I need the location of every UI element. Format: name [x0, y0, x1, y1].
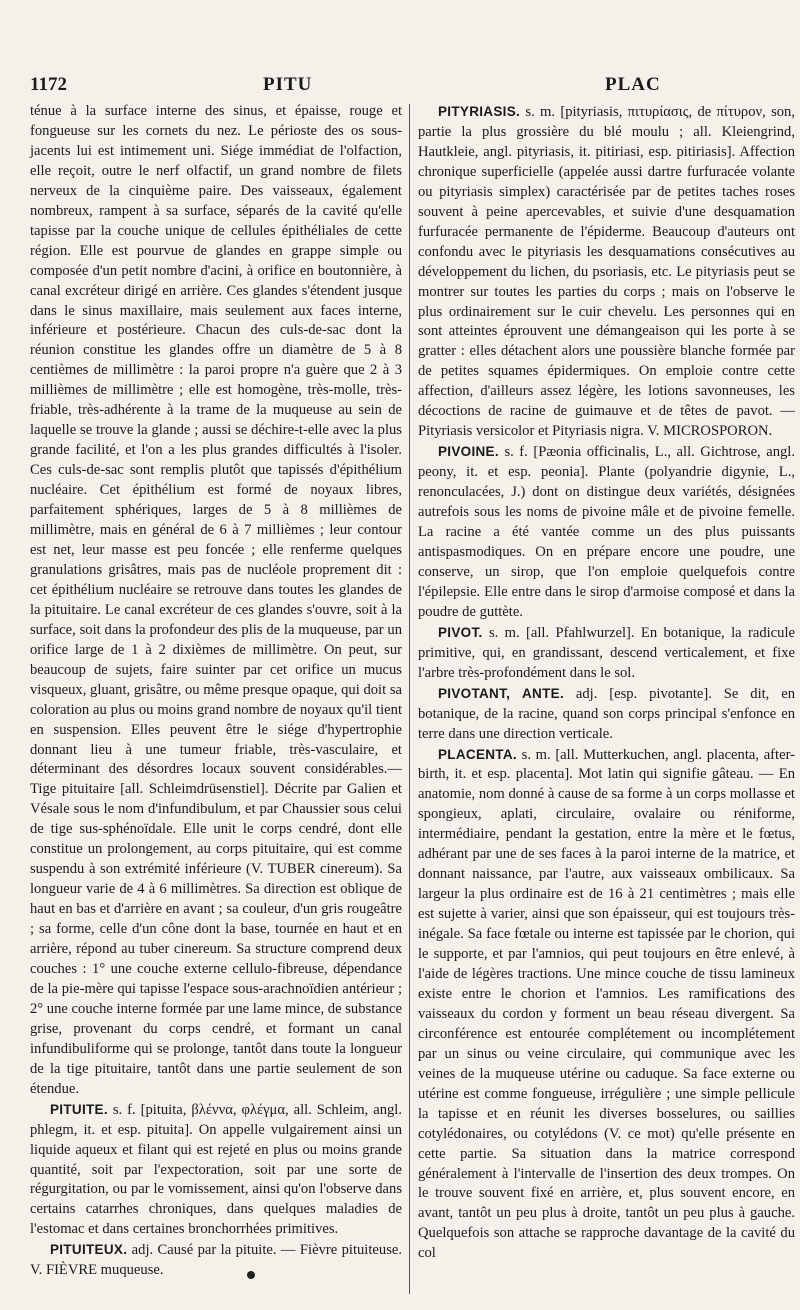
column-divider [409, 104, 410, 1294]
entry-headword: PITUITEUX. [50, 1242, 128, 1258]
entry-text: adj. [esp. pivotante]. Se dit, en botanique, de la racine, quand son corps principal s'enfonce en terre dans une direction verticale. [418, 685, 795, 742]
entry-headword: PITUITE. [50, 1101, 108, 1117]
entry-pivot [418, 623, 795, 684]
ink-dot-ornament [247, 1271, 255, 1279]
entry-headword: PLACENTA. [438, 746, 517, 762]
entry-text: s. f. [pituita, βλέννα, φλέγμα, all. Schleim, angl. phlegm, it. et esp. pituita]. On appelle vulgairement ainsi un liquide aqueux et filant qui est rejeté en plus ou moins grande quantité, soit par l'expectoration, soit par une sorte de régurgitation, ou par le vomissement, ainsi qu'on l'observe dans certains catarrhes chroniques, dans quelques maladies de l'estomac et dans certaines bronchorrhées primitives. [30, 1101, 402, 1238]
entry-pivotant [418, 684, 795, 745]
entry-text: s. m. [pityriasis, πιτυρίασις, de πίτυρον, son, partie la plus grossière du blé moulu ; all. Kleiengrind, Hautkleie, angl. pityriasis, it. pitiriasi, esp. pitiriasis]. Affection chronique superficielle (appelée aussi dartre furfuracée volante ou pityriasis simplex) caractérisée par de petites taches roses souvent à peine apercevables, et suivie d'une desquamation furfuracée permanente de l'épiderme. Beaucoup d'auteurs ont confondu avec le pityriasis les desquamations consécutives au développement du lichen, du psoriasis, etc. Le pityriasis peut se montrer sur toutes les parties du corps ; mais on l'observe le plus ordinairement sur le cuir chevelu. Les personnes qui en sont atteintes éprouvent une démangeaison qui les porte à se gratter : elles détachent alors une poussière blanche formée par de petites squames épidermiques. On emploie contre cette affection, d'ailleurs assez légère, les lotions savonneuses, les décoctions de racine de guimauve et de têtes de pavot. — Pityriasis versicolor et Pityriasis nigra. V. MICROSPORON. [418, 104, 795, 440]
entry-text: s. m. [all. Pfahlwurzel]. En botanique, la radicule primitive, qui, en grandissant, descend verticalement, et fixe l'arbre très-profondément dans le sol. [418, 624, 795, 681]
entry-headword: PIVOINE. [438, 444, 499, 460]
page-number: 1172 [30, 74, 67, 95]
entry-pityriasis [418, 102, 795, 442]
entry-pivoine [418, 442, 795, 623]
entry-pituiteux [30, 1240, 402, 1281]
right-column [418, 102, 795, 1264]
entry-headword: PIVOT. [438, 624, 483, 640]
entry-pituitaire-continued [30, 102, 402, 1100]
right-running-head: PLAC [605, 74, 661, 95]
left-running-head: PITU [263, 74, 313, 95]
left-column [30, 102, 402, 1281]
entry-placenta [418, 745, 795, 1265]
entry-text: ténue à la surface interne des sinus, et épaisse, rouge et fongueuse sur les cornets du nez. Le périoste des os sous-jacents lui est intimement uni. Siége immédiat de l'olfaction, elle reçoit, outre le nerf olfactif, un grand nombre de filets nerveux de la cinquième paire. Des vaisseaux, également nombreux, rampent à sa surface, séparés de la cavité qu'elle tapisse par la couche unique de cellules épithéliales de cette région. Elle est pourvue de glandes en grappe simple ou composée d'un petit nombre d'acini, à orifice en boutonnière, à canal excréteur dirigé en arrière. Ces glandes s'étendent jusque dans le sinus maxillaire, mais seulement aux faces interne, inférieure et postérieure. Chacun des culs-de-sac dont la réunion constitue les glandes offre un diamètre de 5 à 8 centièmes de millimètre : la paroi propre n'a guère que 2 à 3 millièmes de millimètre ; elle est homogène, très-molle, très-friable, très-adhérente à la trame de la muqueuse au sein de laquelle se trouve la glande ; aussi se déchire-t-elle avec la plus grande facilité, et l'on a les plus grandes difficultés à l'isoler. Ces culs-de-sac sont remplis plutôt que tapissés d'épithélium nucléaire. Cet épithélium est formé de noyaux libres, parfaitement sphériques, larges de 5 à 8 millièmes de millimètre, mais en général de 6 à 7 millièmes ; leur contour est net, leur masse est peu foncée ; elle renferme quelques granulations grisâtres, mais pas de nucléole proprement dit : cet épithélium nucléaire se retrouve dans toutes les glandes de la pituitaire. Le canal excréteur de ces glandes s'ouvre, soit à la surface, soit dans la profondeur des plis de la muqueuse, par un orifice large de 1 à 2 dixièmes de millimètre. On peut, sur beaucoup de sujets, faire suinter par cet orifice un mucus visqueux, gluant, grisâtre, ou même presque opaque, qui doit sa coloration au plus ou moins grand nombre de noyaux qu'il tient en suspension. Elles peuvent être le siége d'hypertrophie donnant lieu à une tumeur friable, très-vasculaire, et déterminant des désordres locaux souvent considérables.— Tige pituitaire [all. Schleimdrüsenstiel]. Décrite par Galien et Vésale sous le nom d'infundibulum, et par Chaussier sous celui de tige sus-sphénoïdale. Elle unit le corps cendré, dont elle constitue un prolongement, au corps pituitaire, qui est comme suspendu à son extrémité inférieure (V. TUBER cinereum). Sa longueur varie de 4 à 6 millimètres. Sa direction est oblique de haut en bas et d'arrière en avant ; sa couleur, d'un gris rougeâtre ; sa forme, celle d'un cône dont la base, tournée en haut et en arrière, répond au tuber cinereum. Sa structure comprend deux couches : 1° une couche externe cellulo-fibreuse, dépendance de la pie-mère qui tapisse l'espace sous-arachnoïdien antérieur ; 2° une couche interne formée par une lame mince, de substance grise, provenant du corps cendré, et formant un canal infundibuliforme qui se prolonge, tantôt dans toute la longueur de la tige pituitaire, tantôt dans une partie seulement de son étendue. [30, 103, 402, 1097]
entry-text: s. m. [all. Mutterkuchen, angl. placenta, after-birth, it. et esp. placenta]. Mot latin qui signifie gâteau. — En anatomie, nom donné à cause de sa forme à un corps mollasse et spongieux, aplati, circulaire, ovalaire ou réniforme, intermédiaire, pendant la gestation, entre la mère et le fœtus, adhérant par une de ses faces à la paroi interne de la matrice, et donnant naissance, par l'autre, aux vaisseaux ombilicaux. Sa largeur la plus ordinaire est de 16 à 21 centimètres ; mais elle est sujette à varier, ainsi que son épaisseur, qui est toujours très-inégale. Sa face fœtale ou interne est tapissée par le chorion, qui le supporte, et par l'amnios, qui peut toujours en être enlevé, à l'aide de légères tractions. Une mince couche de tissu lamineux existe entre le chorion et l'amnios. Les ramifications des vaisseaux du cordon y forment un beau réseau divergent. Sa circonférence est entourée complétement ou incomplétement par un sinus ou veine circulaire, qui communique avec les veines de la muqueuse utérine ou caduque. Sa face externe ou utérine est comme fongueuse, irrégulière ; une simple pellicule la tapisse et en réunit les diverses bosselures, ou saillies cotylédonaires, ou cotylédons (V. ce mot) qu'elle présente en cette partie. Sa situation dans la matrice correspond généralement à l'intervalle de l'insertion des deux trompes. On le trouve souvent fixé en arrière, et, plus souvent encore, en avant, tantôt un peu plus à droite, tantôt un peu plus à gauche. Quelquefois son attache se rapproche davantage de la cavité du col [418, 746, 795, 1262]
entry-headword: PIVOTANT, ANTE. [438, 685, 564, 701]
entry-headword: PITYRIASIS. [438, 104, 521, 119]
entry-text: adj. Causé par la pituite. — Fièvre pituiteuse. V. FIÈVRE muqueuse. [30, 1242, 402, 1279]
entry-pituite [30, 1100, 402, 1241]
entry-text: s. f. [Pæonia officinalis, L., all. Gichtrose, angl. peony, it. et esp. peonia]. Plante (polyandrie digynie, L., renonculacées, J.) dont on distingue deux variétés, désignées autrefois sous les noms de pivoine mâle et de pivoine femelle. La racine a été vantée comme un des plus puissants antispasmodiques. On en prépare encore une poudre, une conserve, un sirop, que l'on emploie quelquefois contre l'épilepsie. Elle entre dans le sirop d'armoise composé et dans la poudre de guttète. [418, 444, 795, 620]
page-header [30, 74, 790, 100]
